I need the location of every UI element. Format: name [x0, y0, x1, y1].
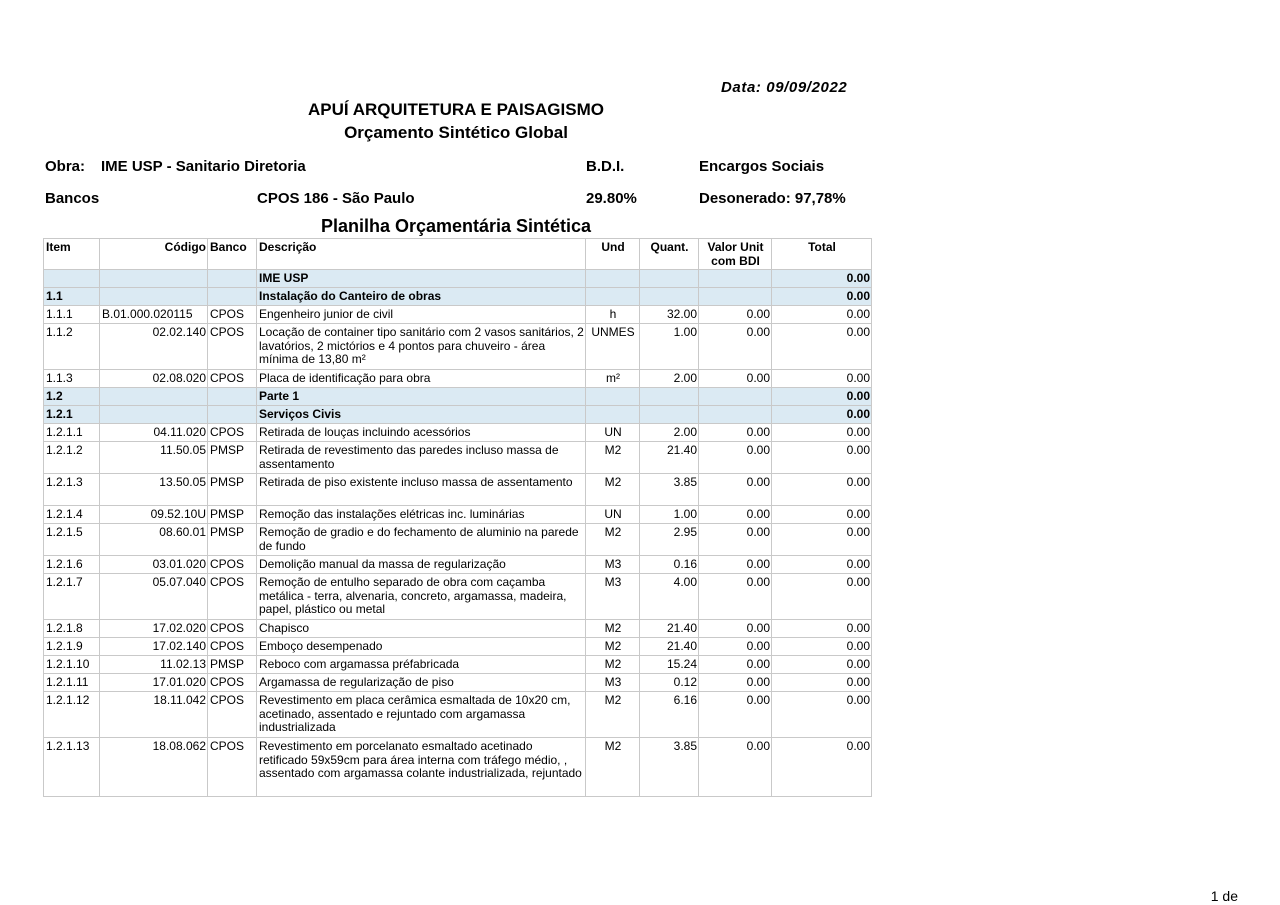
cell-descricao: Remoção de entulho separado de obra com caçamba metálica - terra, alvenaria, concreto, argamassa, madeira, papel, plástico ou metal	[257, 574, 586, 620]
cell-quant: 3.85	[640, 738, 699, 797]
cell-quant: 21.40	[640, 620, 699, 638]
cell-valor: 0.00	[699, 656, 772, 674]
cell-total: 0.00	[772, 738, 872, 797]
cell-descricao: Locação de container tipo sanitário com 2 vasos sanitários, 2 lavatórios, 2 mictórios e 4 pontos para chuveiro - área mínima de 13,80 m²	[257, 324, 586, 370]
cell-item: 1.1.1	[44, 306, 100, 324]
sheet-title: Planilha Orçamentária Sintética	[320, 216, 592, 236]
cell-descricao: Reboco com argamassa préfabricada	[257, 656, 586, 674]
cell-total: 0.00	[772, 474, 872, 506]
table-row	[44, 524, 872, 556]
cell-und: M2	[586, 442, 640, 474]
cell-quant: 21.40	[640, 638, 699, 656]
cell-quant: 1.00	[640, 324, 699, 370]
cell-codigo: 17.02.020	[100, 620, 208, 638]
cell-und	[586, 406, 640, 424]
cell-quant: 1.00	[640, 506, 699, 524]
cell-und: M2	[586, 738, 640, 797]
cell-valor: 0.00	[699, 506, 772, 524]
cell-banco	[208, 270, 257, 288]
bdi-label: B.D.I.	[586, 158, 625, 175]
cell-codigo: B.01.000.020115	[100, 306, 208, 324]
cell-und: M2	[586, 620, 640, 638]
cell-codigo	[100, 406, 208, 424]
budget-table	[43, 238, 872, 797]
cell-total: 0.00	[772, 656, 872, 674]
cell-quant: 4.00	[640, 574, 699, 620]
cell-item	[44, 270, 100, 288]
encargos-value: Desonerado: 97,78%	[699, 190, 846, 207]
cell-banco	[208, 388, 257, 406]
cell-total: 0.00	[772, 692, 872, 738]
cell-total: 0.00	[772, 638, 872, 656]
obra-label: Obra:	[45, 158, 86, 175]
cell-total: 0.00	[772, 306, 872, 324]
cell-banco: CPOS	[208, 620, 257, 638]
cell-codigo: 09.52.10U	[100, 506, 208, 524]
cell-quant	[640, 270, 699, 288]
cell-valor: 0.00	[699, 692, 772, 738]
cell-item: 1.1	[44, 288, 100, 306]
table-row	[44, 424, 872, 442]
cell-item: 1.2.1.11	[44, 674, 100, 692]
cell-descricao: Retirada de revestimento das paredes incluso massa de assentamento	[257, 442, 586, 474]
cell-valor	[699, 288, 772, 306]
table-row	[44, 406, 872, 424]
cell-quant: 2.95	[640, 524, 699, 556]
cell-banco: CPOS	[208, 638, 257, 656]
cell-total: 0.00	[772, 442, 872, 474]
column-header-descricao: Descrição	[257, 239, 586, 270]
cell-banco: CPOS	[208, 738, 257, 797]
cell-descricao: Chapisco	[257, 620, 586, 638]
cell-total: 0.00	[772, 270, 872, 288]
table-row	[44, 674, 872, 692]
cell-quant: 15.24	[640, 656, 699, 674]
cell-item: 1.2.1.12	[44, 692, 100, 738]
cell-codigo: 17.01.020	[100, 674, 208, 692]
table-row	[44, 638, 872, 656]
cell-item: 1.2	[44, 388, 100, 406]
cell-und: m²	[586, 370, 640, 388]
bancos-value: CPOS 186 - São Paulo	[257, 190, 415, 207]
table-row	[44, 270, 872, 288]
cell-codigo: 11.50.05	[100, 442, 208, 474]
cell-total: 0.00	[772, 388, 872, 406]
table-row	[44, 288, 872, 306]
cell-banco: CPOS	[208, 692, 257, 738]
cell-quant: 0.16	[640, 556, 699, 574]
column-header-codigo: Código	[100, 239, 208, 270]
table-row	[44, 506, 872, 524]
cell-descricao: Argamassa de regularização de piso	[257, 674, 586, 692]
cell-valor: 0.00	[699, 620, 772, 638]
cell-codigo: 02.02.140	[100, 324, 208, 370]
cell-descricao: Demolição manual da massa de regularização	[257, 556, 586, 574]
cell-codigo: 02.08.020	[100, 370, 208, 388]
cell-banco: CPOS	[208, 306, 257, 324]
cell-item: 1.2.1.5	[44, 524, 100, 556]
bdi-value: 29.80%	[586, 190, 637, 207]
cell-valor	[699, 406, 772, 424]
cell-banco: CPOS	[208, 556, 257, 574]
cell-descricao: Placa de identificação para obra	[257, 370, 586, 388]
cell-codigo: 03.01.020	[100, 556, 208, 574]
encargos-label: Encargos Sociais	[699, 158, 825, 175]
cell-codigo: 08.60.01	[100, 524, 208, 556]
cell-valor: 0.00	[699, 524, 772, 556]
column-header-und: Und	[586, 239, 640, 270]
table-row	[44, 692, 872, 738]
cell-item: 1.2.1.9	[44, 638, 100, 656]
cell-valor: 0.00	[699, 738, 772, 797]
table-row	[44, 306, 872, 324]
cell-quant	[640, 288, 699, 306]
cell-total: 0.00	[772, 288, 872, 306]
cell-valor: 0.00	[699, 556, 772, 574]
cell-banco	[208, 288, 257, 306]
cell-item: 1.2.1	[44, 406, 100, 424]
column-header-total: Total	[772, 239, 872, 270]
cell-descricao: Remoção das instalações elétricas inc. luminárias	[257, 506, 586, 524]
cell-valor	[699, 388, 772, 406]
column-header-valor-unit: Valor Unit com BDI	[699, 239, 772, 270]
table-row	[44, 474, 872, 506]
cell-codigo	[100, 388, 208, 406]
company-name: APUÍ ARQUITETURA E PAISAGISMO	[308, 100, 604, 119]
table-row	[44, 370, 872, 388]
table-row	[44, 620, 872, 638]
cell-codigo: 04.11.020	[100, 424, 208, 442]
cell-und	[586, 288, 640, 306]
cell-total: 0.00	[772, 524, 872, 556]
cell-und: M2	[586, 524, 640, 556]
cell-quant: 32.00	[640, 306, 699, 324]
cell-descricao: IME USP	[257, 270, 586, 288]
cell-valor: 0.00	[699, 324, 772, 370]
cell-item: 1.2.1.1	[44, 424, 100, 442]
document-date: Data: 09/09/2022	[721, 79, 848, 96]
cell-item: 1.2.1.2	[44, 442, 100, 474]
cell-banco	[208, 406, 257, 424]
cell-banco: PMSP	[208, 524, 257, 556]
cell-total: 0.00	[772, 324, 872, 370]
cell-quant: 21.40	[640, 442, 699, 474]
cell-quant: 6.16	[640, 692, 699, 738]
cell-banco: CPOS	[208, 674, 257, 692]
cell-und: M3	[586, 574, 640, 620]
cell-total: 0.00	[772, 556, 872, 574]
cell-und: UN	[586, 424, 640, 442]
cell-und: h	[586, 306, 640, 324]
cell-banco: PMSP	[208, 442, 257, 474]
table-row	[44, 388, 872, 406]
cell-item: 1.2.1.6	[44, 556, 100, 574]
cell-valor: 0.00	[699, 474, 772, 506]
cell-total: 0.00	[772, 506, 872, 524]
cell-descricao: Remoção de gradio e do fechamento de aluminio na parede de fundo	[257, 524, 586, 556]
cell-codigo: 18.08.062	[100, 738, 208, 797]
cell-und: M3	[586, 556, 640, 574]
cell-descricao: Serviços Civis	[257, 406, 586, 424]
cell-banco: CPOS	[208, 370, 257, 388]
cell-descricao: Retirada de louças incluindo acessórios	[257, 424, 586, 442]
cell-und: M2	[586, 656, 640, 674]
cell-codigo: 18.11.042	[100, 692, 208, 738]
cell-und	[586, 270, 640, 288]
cell-quant: 0.12	[640, 674, 699, 692]
table-row	[44, 574, 872, 620]
cell-banco: CPOS	[208, 574, 257, 620]
table-row	[44, 556, 872, 574]
cell-und: M2	[586, 692, 640, 738]
cell-quant: 2.00	[640, 370, 699, 388]
cell-banco: CPOS	[208, 424, 257, 442]
cell-banco: PMSP	[208, 656, 257, 674]
cell-und: UN	[586, 506, 640, 524]
cell-valor: 0.00	[699, 442, 772, 474]
cell-codigo	[100, 270, 208, 288]
cell-total: 0.00	[772, 620, 872, 638]
cell-descricao: Revestimento em placa cerâmica esmaltada de 10x20 cm, acetinado, assentado e rejuntado com argamassa industrializada	[257, 692, 586, 738]
cell-valor	[699, 270, 772, 288]
table-row	[44, 738, 872, 797]
table-row	[44, 324, 872, 370]
cell-valor: 0.00	[699, 424, 772, 442]
cell-codigo: 11.02.13	[100, 656, 208, 674]
cell-item: 1.2.1.7	[44, 574, 100, 620]
cell-quant	[640, 406, 699, 424]
cell-item: 1.1.3	[44, 370, 100, 388]
cell-descricao: Instalação do Canteiro de obras	[257, 288, 586, 306]
cell-descricao: Parte 1	[257, 388, 586, 406]
cell-valor: 0.00	[699, 306, 772, 324]
cell-quant: 3.85	[640, 474, 699, 506]
cell-banco: CPOS	[208, 324, 257, 370]
table-row	[44, 442, 872, 474]
page-number: 1 de	[1210, 888, 1238, 904]
cell-valor: 0.00	[699, 574, 772, 620]
cell-item: 1.2.1.8	[44, 620, 100, 638]
table-row	[44, 656, 872, 674]
cell-codigo	[100, 288, 208, 306]
cell-item: 1.2.1.3	[44, 474, 100, 506]
cell-und	[586, 388, 640, 406]
cell-descricao: Retirada de piso existente incluso massa de assentamento	[257, 474, 586, 506]
cell-banco: PMSP	[208, 506, 257, 524]
cell-und: M2	[586, 474, 640, 506]
cell-item: 1.2.1.10	[44, 656, 100, 674]
cell-total: 0.00	[772, 370, 872, 388]
cell-quant: 2.00	[640, 424, 699, 442]
cell-descricao: Emboço desempenado	[257, 638, 586, 656]
obra-value: IME USP - Sanitario Diretoria	[101, 158, 306, 175]
column-header-banco: Banco	[208, 239, 257, 270]
cell-item: 1.2.1.13	[44, 738, 100, 797]
column-header-quant: Quant.	[640, 239, 699, 270]
table-header-row	[44, 239, 872, 270]
cell-banco: PMSP	[208, 474, 257, 506]
cell-quant	[640, 388, 699, 406]
cell-valor: 0.00	[699, 370, 772, 388]
cell-descricao: Engenheiro junior de civil	[257, 306, 586, 324]
cell-valor: 0.00	[699, 674, 772, 692]
cell-valor: 0.00	[699, 638, 772, 656]
column-header-item: Item	[44, 239, 100, 270]
cell-und: M2	[586, 638, 640, 656]
cell-codigo: 17.02.140	[100, 638, 208, 656]
cell-total: 0.00	[772, 574, 872, 620]
cell-item: 1.2.1.4	[44, 506, 100, 524]
cell-codigo: 05.07.040	[100, 574, 208, 620]
cell-total: 0.00	[772, 674, 872, 692]
cell-codigo: 13.50.05	[100, 474, 208, 506]
cell-und: UNMES	[586, 324, 640, 370]
cell-und: M3	[586, 674, 640, 692]
cell-total: 0.00	[772, 424, 872, 442]
cell-descricao: Revestimento em porcelanato esmaltado acetinado retificado 59x59cm para área interna com tráfego médio, , assentado com argamassa colante industrializada, rejuntado	[257, 738, 586, 797]
cell-total: 0.00	[772, 406, 872, 424]
bancos-label: Bancos	[45, 190, 100, 207]
cell-item: 1.1.2	[44, 324, 100, 370]
document-subtitle: Orçamento Sintético Global	[344, 123, 568, 142]
